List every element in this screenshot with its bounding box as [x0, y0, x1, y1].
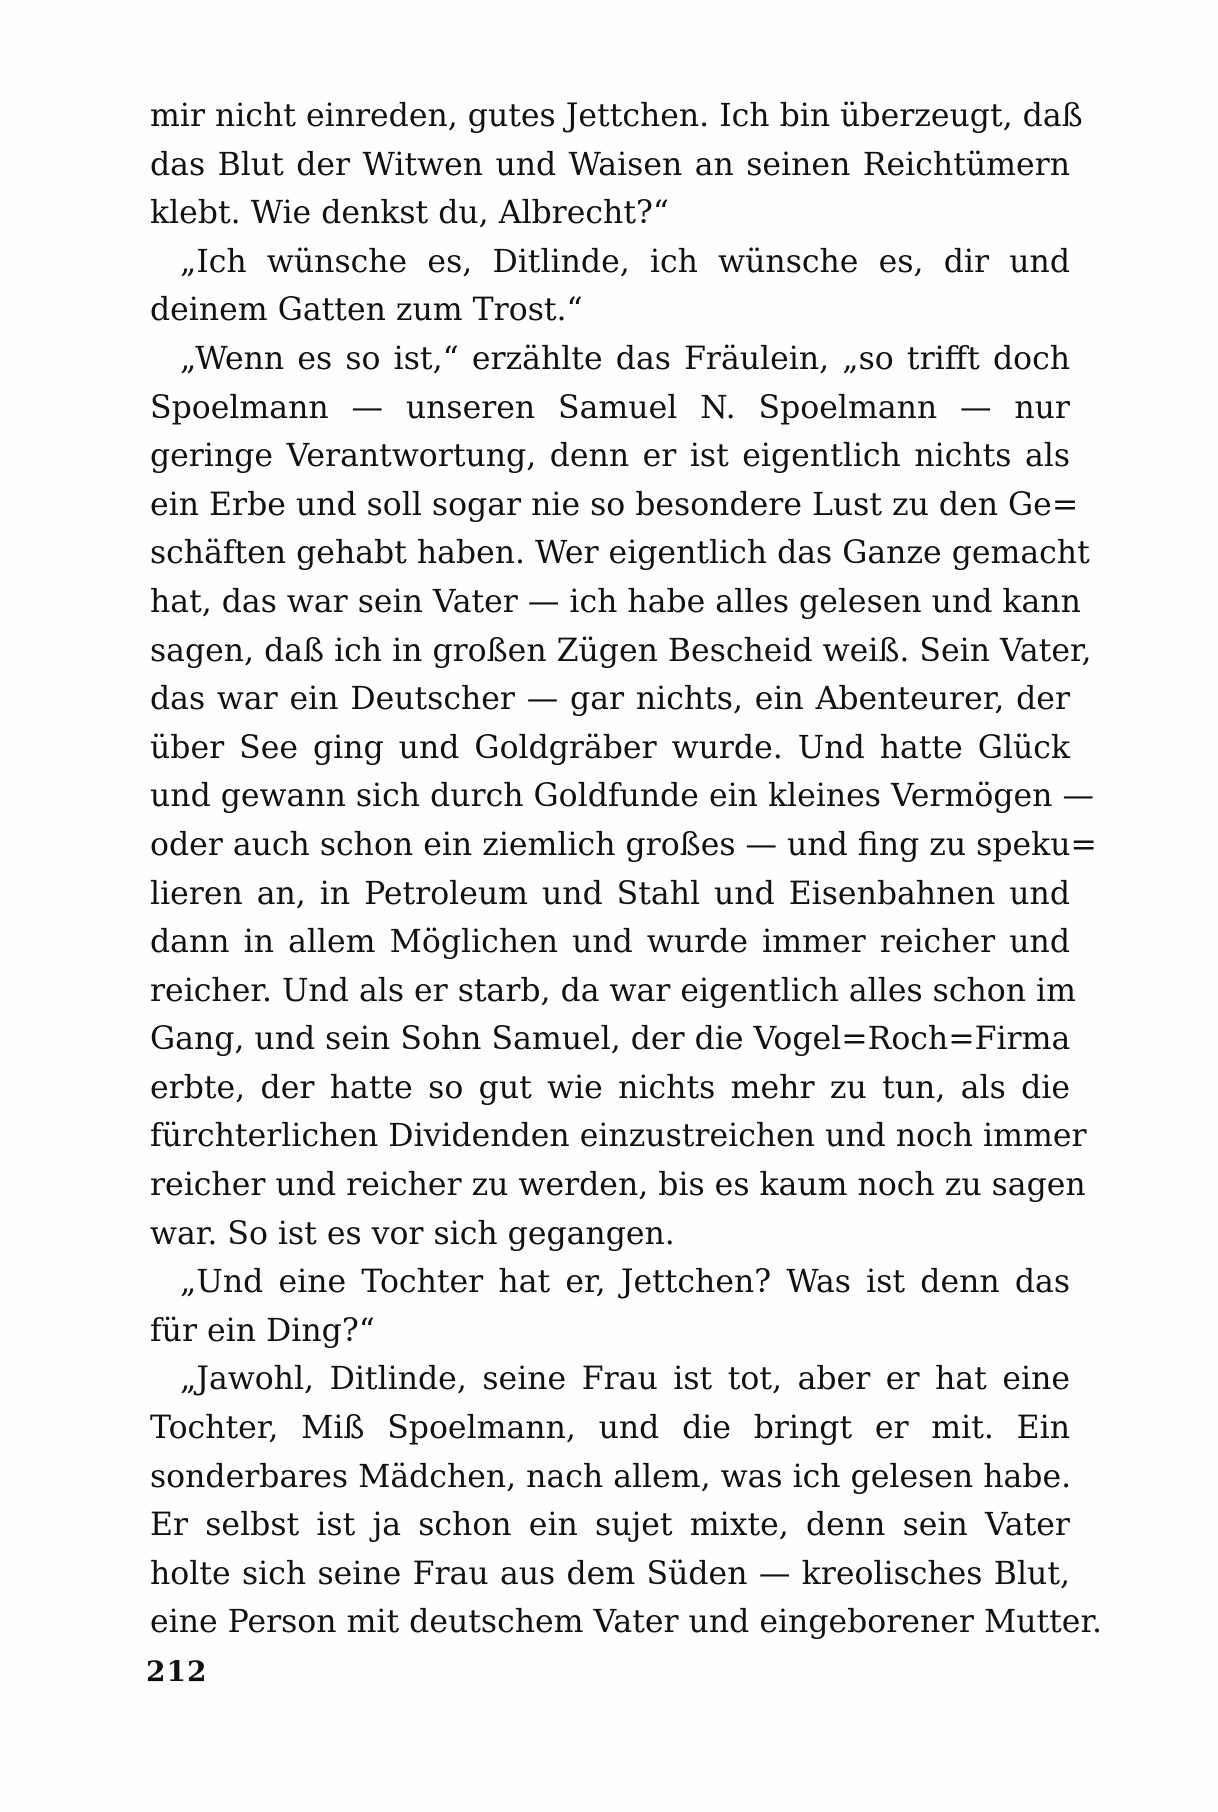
text-line: „Ich wünsche es, Ditlinde, ich wünsche es, dir und [180, 243, 1070, 280]
text-line: hat, das war sein Vater — ich habe alles gelesen und kann [150, 583, 1081, 620]
text-line: war. So ist es vor sich gegangen. [150, 1215, 675, 1252]
text-line: das Blut der Witwen und Waisen an seinen Reichtümern [150, 146, 1070, 183]
text-line: sagen, daß ich in großen Zügen Bescheid weiß. Sein Vater, [150, 632, 1092, 669]
text-line: „Jawohl, Ditlinde, seine Frau ist tot, aber er hat eine [180, 1361, 1070, 1398]
text-line: Tochter, Miß Spoelmann, und die bringt er mit. Ein [150, 1410, 1070, 1447]
text-line: über See ging und Goldgräber wurde. Und hatte Glück [150, 729, 1070, 766]
text-line: dann in allem Möglichen und wurde immer reicher und [150, 924, 1070, 961]
text-line: und gewann sich durch Goldfunde ein kleines Vermögen — [150, 778, 1094, 815]
text-line: Spoelmann — unseren Samuel N. Spoelmann — nur [150, 389, 1070, 426]
text-line: reicher. Und als er starb, da war eigentlich alles schon im [150, 972, 1076, 1009]
text-line: eine Person mit deutschem Vater und eingeborener Mutter. [150, 1604, 1103, 1641]
text-line: Gang, und sein Sohn Samuel, der die Vogel=Roch=Firma [150, 1021, 1071, 1058]
text-line: Er selbst ist ja schon ein sujet mixte, denn sein Vater [150, 1507, 1070, 1544]
text-line: ein Erbe und soll sogar nie so besondere Lust zu den Ge= [150, 486, 1079, 523]
text-line: geringe Verantwortung, denn er ist eigentlich nichts als [150, 438, 1070, 475]
text-line: sonderbares Mädchen, nach allem, was ich gelesen habe. [150, 1458, 1072, 1495]
text-line: fürchterlichen Dividenden einzustreichen und noch immer [150, 1118, 1087, 1155]
text-line: schäften gehabt haben. Wer eigentlich das Ganze gemacht [150, 535, 1090, 572]
text-line: oder auch schon ein ziemlich großes — und fing zu speku= [150, 826, 1097, 863]
page-number: 212 [146, 1655, 208, 1688]
text-line: klebt. Wie denkst du, Albrecht?“ [150, 195, 669, 232]
text-line: erbte, der hatte so gut wie nichts mehr zu tun, als die [150, 1069, 1070, 1106]
text-line: für ein Ding?“ [150, 1312, 375, 1349]
text-line: „Wenn es so ist,“ erzählte das Fräulein, „so trifft doch [180, 340, 1070, 377]
text-line: mir nicht einreden, gutes Jettchen. Ich bin überzeugt, daß [150, 98, 1083, 134]
body-text [150, 92, 1103, 1647]
text-line: lieren an, in Petroleum und Stahl und Eisenbahnen und [150, 875, 1070, 912]
text-line: „Und eine Tochter hat er, Jettchen? Was ist denn das [180, 1264, 1070, 1301]
text-line: reicher und reicher zu werden, bis es kaum noch zu sagen [150, 1167, 1086, 1204]
text-line: holte sich seine Frau aus dem Süden — kreolisches Blut, [150, 1555, 1070, 1592]
text-line: das war ein Deutscher — gar nichts, ein Abenteurer, der [150, 681, 1070, 718]
text-line: deinem Gatten zum Trost.“ [150, 292, 583, 329]
